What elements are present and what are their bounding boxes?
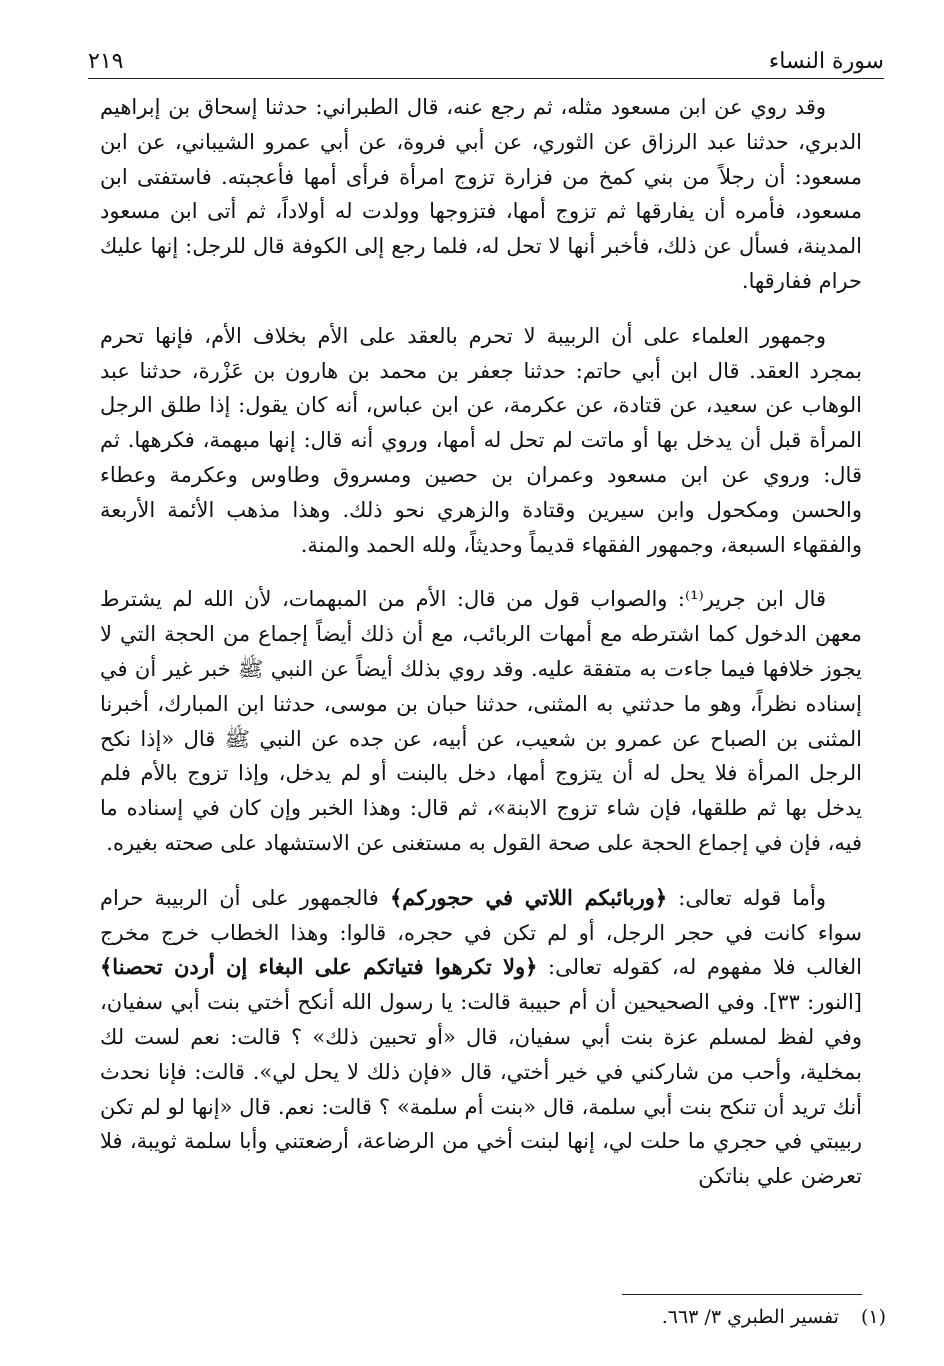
footnote-marker: (١) [860,1306,886,1328]
paragraph-4-text-a: وأما قوله تعالى: [667,885,826,910]
footnote [662,1306,886,1328]
footnote-divider [622,1294,862,1295]
paragraph-4-text-c: [النور: ٣٣]. وفي الصحيحين أن أم حبيبة قالت: يا رسول الله أنكح أختي بنت أبي سفيان، وفي لفظ لمسلم عزة بنت أبي سفيان، قال «أو تحبين ذلك» ؟ قالت: نعم لست لك بمخلية، وأحب من شاركني في خير أختي، قال «فإن ذلك لا يحل لي». قالت: فإنا نحدث أنك تريد أن تنكح بنت أبي سلمة، قال «بنت أم سلمة» ؟ قالت: نعم. قال «إنها لو لم تكن ربيبتي في حجري ما حلت لي، إنها لبنت أخي من الرضاعة، أرضعتني وأبا سلمة ثويبة، فلا تعرضن علي بناتكن [100,990,862,1189]
paragraph-3: قال ابن جرير⁽¹⁾: والصواب قول من قال: الأم من المبهمات، لأن الله لم يشترط معهن الدخول كما اشترطه مع أمهات الربائب، مع أن ذلك أيضاً إجماع من الحجة التي لا يجوز خلافها فيما جاءت به متفقة عليه. وقد روي بذلك أيضاً عن النبي ﷺ خبر غير أن في إسناده نظراً، وهو ما حدثني به المثنى، حدثنا حبان بن موسى، حدثنا ابن المبارك، أخبرنا المثنى بن الصباح عن عمرو بن شعيب، عن أبيه، عن جده عن النبي ﷺ قال «إذا نكح الرجل المرأة فلا يحل له أن يتزوج أمها، دخل بالبنت أو لم يدخل، وإذا تزوج بالأم فلم يدخل بها ثم طلقها، فإن شاء تزوج الابنة»، ثم قال: وهذا الخبر وإن كان في إسناده ما فيه، فإن في إجماع الحجة على صحة القول به مستغنى عن الاستشهاد على صحته بغيره. [100,587,863,855]
quran-quote-1: ﴿وربائبكم اللاتي في حجوركم﴾ [389,884,668,910]
page-number: ٢١٩ [88,49,124,74]
paragraph-2: وجمهور العلماء على أن الربيبة لا تحرم بالعقد على الأم بخلاف الأم، فإنها تحرم بمجرد العقد. قال ابن أبي حاتم: حدثنا جعفر بن محمد بن هارون بن عَزْرة، حدثنا عبد الوهاب عن سعيد، عن قتادة، عن عكرمة، عن ابن عباس، أنه كان يقول: إذا طلق الرجل المرأة قبل أن يدخل بها أو ماتت لم تحل له أمها، وروي أنه قال: إنها مبهمة، فكرهها. ثم قال: وروي عن ابن مسعود وعمران بن حصين ومسروق وطاوس وعكرمة وعطاء والحسن ومكحول وابن سيرين وقتادة والزهري نحو ذلك. وهذا مذهب الأئمة الأربعة والفقهاء السبعة، وجمهور الفقهاء قديماً وحديثاً، ولله الحمد والمنة. [100,323,862,557]
header-divider [88,78,884,79]
paragraph-1: وقد روي عن ابن مسعود مثله، ثم رجع عنه، قال الطبراني: حدثنا إسحاق بن إبراهيم الدبري، حدثنا عبد الرزاق عن الثوري، عن أبي فروة، عن أبي عمرو الشيباني، عن ابن مسعود: أن رجلاً من بني كمخ من فزارة تزوج امرأة فرأى أمها فأعجبته. فاستفتى ابن مسعود، فأمره أن يفارقها ثم تزوج أمها، فتزوجها وولدت له أولاداً، ثم أتى ابن مسعود المدينة، فسأل عن ذلك، فأخبر أنها لا تحل له، فلما رجع إلى الكوفة قال للرجل: إنها عليك حرام ففارقها. [100,95,862,293]
paragraph-4 [100,881,862,1194]
main-text [100,90,862,1214]
quran-quote-2: ﴿ولا تكرهوا فتياتكم على البغاء إن أردن تحصنا﴾ [100,954,538,980]
running-title: سورة النساء [768,49,884,74]
page-header [88,38,884,74]
paragraph-4-text-b: فالجمهور على أن الربيبة حرام سواء كانت في حجر الرجل، أو لم تكن في حجره، قالوا: وهذا الخطاب خرج مخرج الغالب فلا مفهوم له، كقوله تعالى: [100,885,863,980]
footnote-text: تفسير الطبري ٣/ ٦٦٣. [661,1306,839,1328]
